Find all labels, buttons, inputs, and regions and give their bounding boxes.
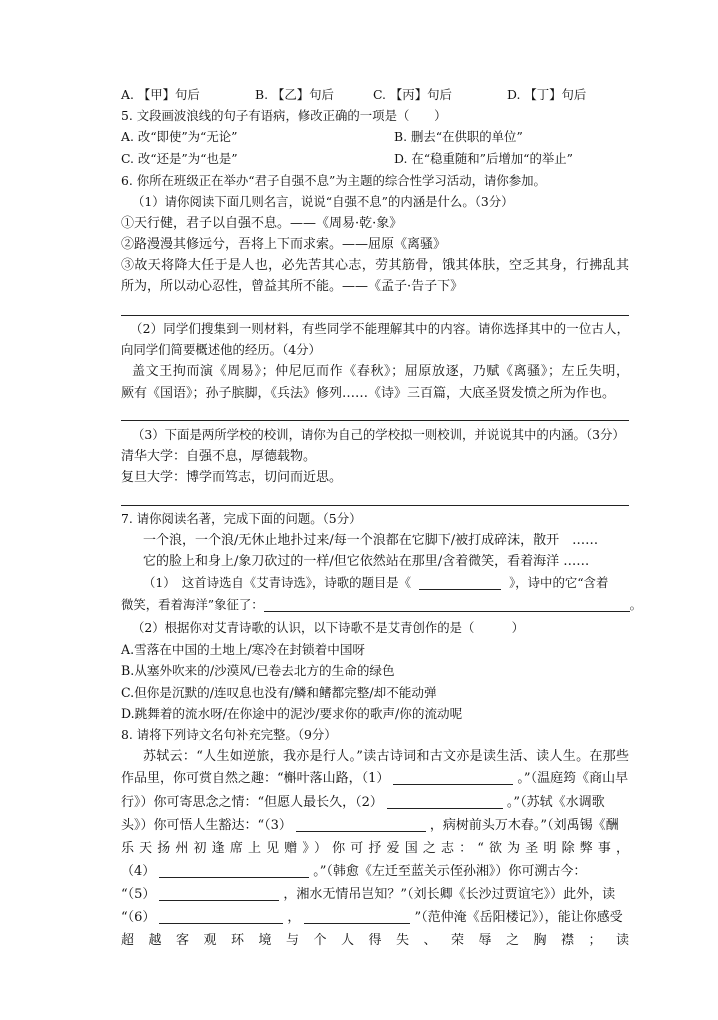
q7-poem-line2: 它的脸上和身上/象刀砍过的一样/但它依然站在那里/含着微笑，看着海洋 ……	[143, 554, 590, 569]
q8-line8-text-a: “（6）	[121, 910, 156, 925]
q8-line8-text-c: ”（范仲淹《岳阳楼记》），能让你感受	[414, 910, 623, 925]
q8-line4-text-b: ，病树前头万木春。”（刘禹锡《酬	[429, 818, 619, 833]
answer-line[interactable]	[121, 315, 629, 316]
q8-line1: 苏轼云：“人生如逆旅，我亦是行人。”读古诗词和古文亦是读生活、读人生。在那些	[143, 749, 629, 764]
q7-sub1-end: 。	[629, 597, 643, 612]
q5-stem: 5. 文段画波浪线的句子有语病，修改正确的一项是（ ）	[121, 108, 447, 123]
q6-sub2-line2: 向同学们简要概述他的经历。（4分）	[121, 342, 321, 357]
q8-line5: 乐天扬州初逢席上见赠》）你可抒爱国之志：“欲为圣明除弊事，	[121, 841, 629, 856]
q8-stem: 8. 请将下列诗文名句补充完整。（9分）	[121, 727, 337, 742]
q6-motto-fudan: 复旦大学：博学而笃志，切问而近思。	[121, 470, 343, 485]
q8-blank-1[interactable]	[393, 771, 513, 785]
q8-line7-text-b: ，湘水无情吊岂知？”（刘长卿《长沙过贾谊宅》）此外，读	[283, 887, 616, 902]
q7-sub1-line2	[121, 598, 642, 613]
q7-sub1-text-a: （1） 这首诗选自《艾青诗选》，诗歌的题目是《	[143, 575, 412, 590]
q6-sub1: （1）请你阅读下面几则名言，说说“自强不息”的内涵是什么。（3分）	[132, 194, 514, 209]
q8-line8-text-b: ，	[287, 910, 301, 925]
q4-option-d: D. 【丁】句后	[507, 87, 587, 102]
q5-option-b: B. 删去“在供职的单位”	[394, 129, 523, 144]
q8-line3	[121, 795, 605, 811]
q8-line6-text-b: 。”（韩愈《左迁至蓝关示侄孙湘》）你可溯古今：	[313, 864, 587, 879]
answer-line[interactable]	[121, 505, 629, 506]
q8-line6	[121, 864, 586, 880]
q8-line2-text-a: 作品里，你可赏自然之趣：“槲叶落山路，（1）	[121, 771, 390, 786]
q8-blank-5[interactable]	[159, 887, 279, 901]
q8-line3-text-b: 。”（苏轼《水调歌	[506, 795, 605, 810]
q8-line4	[121, 818, 619, 834]
q7-title-blank[interactable]	[419, 576, 501, 590]
q6-sub3: （3）下面是两所学校的校训，请你为自己的学校拟一则校训，并说说其中的内涵。（3分）	[132, 427, 625, 442]
q7-symbol-blank[interactable]	[264, 598, 630, 612]
q7-option-d: D.跳舞着的流水呀/在你途中的泥沙/要求你的歌声/你的流动呢	[121, 706, 463, 721]
q4-option-b: B. 【乙】句后	[255, 87, 334, 102]
q6-motto-tsinghua: 清华大学：自强不息，厚德载物。	[121, 449, 317, 464]
q7-sub2: （2）根据你对艾青诗歌的认识，以下诗歌不是艾青创作的是（ ）	[132, 620, 524, 635]
q7-option-a: A.雪落在中国的土地上/寒冷在封锁着中国呀	[121, 642, 366, 657]
q7-sub1-line1	[143, 576, 608, 591]
q8-blank-3[interactable]	[296, 818, 426, 832]
q6-material-line1: 盖文王拘而演《周易》；仲尼厄而作《春秋》；屈原放逐，乃赋《离骚》；左丘失明，	[132, 364, 629, 379]
q5-option-a: A. 改“即使”为“无论”	[121, 129, 238, 144]
q8-line7-text-a: “（5）	[121, 887, 156, 902]
q8-line9: 超越客观环境与个人得失、荣辱之胸襟；读	[121, 933, 629, 948]
q8-blank-2[interactable]	[387, 795, 503, 809]
q6-quote1: ①天行健，君子以自强不息。——《周易·乾·象》	[121, 216, 403, 231]
q8-line3-text-a: 行》）你可寄思念之情：“但愿人最长久，（2）	[121, 795, 383, 810]
q8-blank-4[interactable]	[159, 864, 309, 878]
q4-option-a: A. 【甲】句后	[121, 87, 200, 102]
q7-option-b: B.从塞外吹来的/沙漠风/已卷去北方的生命的绿色	[121, 663, 395, 678]
q8-line6-text-a: （4）	[121, 864, 156, 879]
q7-stem: 7. 请你阅读名著，完成下面的问题。（5分）	[121, 511, 362, 526]
q6-quote3-line1: ③故天将降大任于是人也，必先苦其心志，劳其筋骨，饿其体肤，空乏其身，行拂乱其	[121, 258, 629, 273]
q6-quote2: ②路漫漫其修远兮，吾将上下而求索。——屈原《离骚》	[121, 237, 447, 252]
q6-sub2-line1: （2）同学们搜集到一则材料，有些同学不能理解其中的内容。请你选择其中的一位古人，	[130, 321, 629, 336]
q6-stem: 6. 你所在班级正在举办“君子自强不息”为主题的综合性学习活动，请你参加。	[121, 173, 546, 188]
q8-line2	[121, 771, 628, 787]
q5-option-c: C. 改“还是”为“也是”	[121, 151, 238, 166]
q7-option-c: C.但你是沉默的/连叹息也没有/鳞和鳍都完整/却不能动弹	[121, 685, 437, 700]
q7-sub1-text-b: 》，诗中的它“含着	[509, 575, 609, 590]
q8-line8	[121, 910, 623, 926]
q8-line7	[121, 887, 615, 903]
q5-option-d: D. 在“稳重随和”后增加“的举止”	[394, 151, 574, 166]
q6-material-line2: 厥有《国语》；孙子膑脚，《兵法》修列……《诗》三百篇，大底圣贤发愤之所为作也。	[121, 386, 616, 401]
q8-line4-text-a: 头》）你可悟人生豁达：“（3）	[121, 818, 292, 833]
q4-option-c: C. 【丙】句后	[373, 87, 452, 102]
q7-sub1-text-c: 微笑，看着海洋”象征了：	[121, 597, 264, 612]
answer-line[interactable]	[121, 420, 629, 421]
q8-line2-text-b: 。”（温庭筠《商山早	[517, 771, 629, 786]
q8-blank-6a[interactable]	[159, 910, 283, 924]
q6-quote3-line2: 所为，所以动心忍性，曾益其所不能。——《孟子·告子下》	[121, 279, 464, 294]
q8-blank-6b[interactable]	[304, 910, 410, 924]
q7-poem-line1: 一个浪，一个浪/无休止地扑过来/每一个浪都在它脚下/被打成碎沫，散开 ……	[143, 533, 599, 548]
